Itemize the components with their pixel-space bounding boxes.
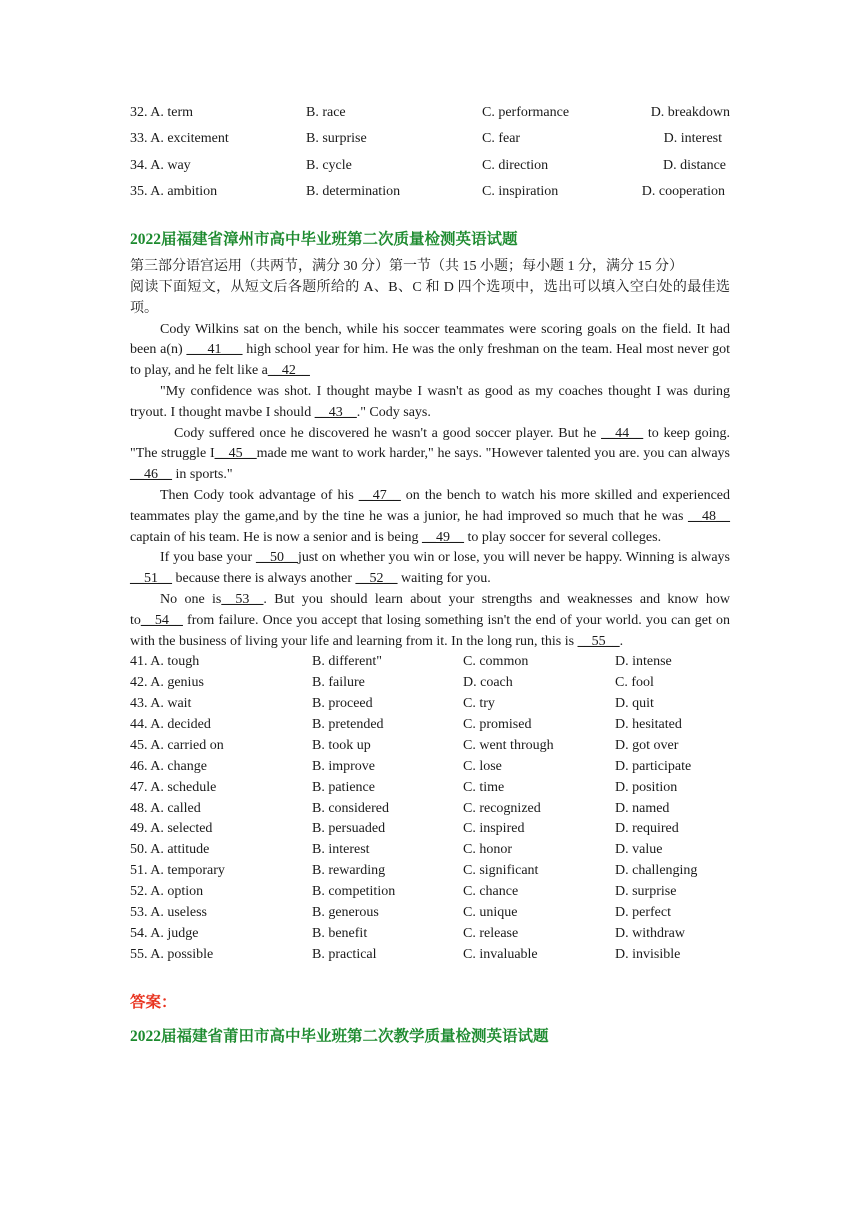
option-c: C. inspiration	[482, 183, 559, 199]
blank-50: __50__	[255, 550, 298, 566]
option-c: C. inspired	[463, 821, 525, 837]
option-d: D. distance	[663, 157, 726, 173]
option-b: B. interest	[312, 842, 370, 858]
option-b: B. surprise	[306, 131, 367, 147]
option-a: 41. A. tough	[130, 654, 200, 670]
option-row	[130, 153, 730, 179]
option-d: D. cooperation	[641, 183, 725, 199]
option-c: C. release	[463, 925, 519, 941]
option-a: 53. A. useless	[130, 905, 207, 921]
option-d: D. position	[615, 779, 678, 795]
passage-paragraph	[130, 590, 730, 652]
passage-paragraph	[130, 320, 730, 382]
answer-label: 答案：	[130, 993, 177, 1011]
option-row	[130, 100, 730, 126]
passage-text: . But you should learn about your strengths and weaknesses and know how to	[130, 591, 730, 628]
passage-text: ." Cody says.	[356, 404, 431, 420]
option-a: 51. A. temporary	[130, 863, 225, 879]
blank-44: __44__	[601, 425, 644, 441]
option-c: C. direction	[482, 157, 549, 173]
option-d: D. hesitated	[615, 717, 682, 732]
passage-text: to keep going. "The struggle I	[130, 425, 730, 462]
option-row	[130, 673, 730, 694]
passage-paragraph	[130, 548, 730, 590]
option-c: C. common	[463, 654, 529, 670]
option-a: 55. A. possible	[130, 946, 214, 962]
option-a: 46. A. change	[130, 758, 207, 774]
blank-52: __52__	[355, 571, 398, 587]
option-a: 49. A. selected	[130, 821, 213, 837]
option-b: B. patience	[312, 779, 375, 795]
passage-text: made me want to work harder," he says. "However talented you are. you can always	[256, 446, 730, 462]
option-d: D. got over	[615, 737, 679, 753]
passage-text: in sports."	[172, 467, 233, 483]
option-c: C. recognized	[463, 800, 541, 816]
option-d: D. surprise	[615, 884, 677, 900]
section-title: 2022届福建省漳州市高中毕业班第二次质量检测英语试题	[130, 231, 518, 249]
option-d: D. breakdown	[650, 105, 730, 120]
blank-41: ___41___	[186, 342, 243, 358]
previous-options	[130, 100, 730, 205]
option-d: D. interest	[663, 131, 722, 147]
option-c: D. coach	[463, 675, 513, 691]
option-row	[130, 715, 730, 736]
option-c: C. time	[463, 779, 505, 795]
passage-text: waiting for you.	[397, 571, 491, 587]
option-a: 34. A. way	[130, 157, 191, 173]
option-c: C. lose	[463, 758, 502, 774]
option-row	[130, 652, 730, 673]
option-row	[130, 126, 730, 152]
document-page	[130, 100, 730, 1048]
instructions-line-1: 第三部分语宫运用（共两节，满分 30 分）第一节（共 15 小题；每小题 1 分，满分 15 分）	[130, 259, 683, 275]
option-b: B. determination	[306, 183, 401, 199]
option-b: B. proceed	[312, 696, 373, 712]
option-c: C. chance	[463, 884, 519, 900]
option-a: 47. A. schedule	[130, 779, 217, 795]
blank-49: __49__	[421, 529, 464, 545]
passage-text: captain of his team. He is now a senior and is being	[130, 529, 422, 545]
option-d: D. required	[615, 821, 679, 837]
option-c: C. went through	[463, 737, 554, 753]
option-c: C. fear	[482, 131, 521, 147]
option-b: B. rewarding	[312, 863, 386, 879]
option-d: D. withdraw	[615, 925, 685, 941]
option-c: C. promised	[463, 717, 532, 732]
option-row	[130, 736, 730, 757]
option-d: D. value	[615, 842, 663, 858]
option-a: 42. A. genius	[130, 675, 204, 691]
option-b: B. pretended	[312, 717, 384, 732]
option-a: 48. A. called	[130, 800, 201, 816]
option-row	[130, 799, 730, 820]
option-d: C. fool	[615, 675, 654, 691]
option-b: B. different"	[312, 654, 382, 670]
option-c: C. try	[463, 696, 495, 712]
option-row	[130, 903, 730, 924]
option-row	[130, 861, 730, 882]
passage-text: Then Cody took advantage of his	[160, 487, 359, 503]
blank-48: __48__	[688, 508, 730, 524]
option-b: B. practical	[312, 946, 377, 962]
option-a: 54. A. judge	[130, 925, 199, 941]
option-b: B. generous	[312, 905, 379, 921]
option-b: B. considered	[312, 800, 389, 816]
option-b: B. improve	[312, 758, 375, 774]
option-row	[130, 840, 730, 861]
option-b: B. competition	[312, 884, 396, 900]
passage-text: "My confidence was shot. I thought maybe I wasn't as good as my coaches thought I was during tryout. I thought mavbe I should	[130, 383, 730, 420]
passage-text: to play soccer for several colleges.	[463, 529, 662, 545]
passage-text: Cody suffered once he discovered he wasn't a good soccer player. But he	[174, 425, 602, 441]
option-c: C. invaluable	[463, 946, 538, 962]
option-row	[130, 882, 730, 903]
blank-42: __42__	[267, 363, 310, 379]
option-d: D. intense	[615, 654, 672, 670]
option-c: C. honor	[463, 842, 512, 858]
option-d: D. invisible	[615, 946, 681, 962]
option-a: 33. A. excitement	[130, 131, 229, 147]
passage-text: high school year for him. He was the only freshman on the team. Heal most never got to play, and he felt like a	[130, 342, 730, 379]
passage-paragraph	[130, 486, 730, 548]
option-d: D. challenging	[615, 863, 698, 879]
option-d: D. named	[615, 800, 670, 816]
blank-47: __47__	[358, 487, 401, 503]
option-a: 45. A. carried on	[130, 737, 224, 753]
blank-53: __53__	[221, 591, 264, 607]
passage-text: If you base your	[160, 550, 256, 566]
option-b: B. persuaded	[312, 821, 386, 837]
passage-text: just on whether you win or lose, you will never be happy. Winning is always	[297, 550, 730, 566]
option-row	[130, 924, 730, 945]
blank-46: __46__	[130, 467, 172, 483]
option-row	[130, 778, 730, 799]
option-row	[130, 945, 730, 966]
option-b: B. race	[306, 105, 346, 120]
passage-paragraph	[130, 382, 730, 424]
option-a: 52. A. option	[130, 884, 204, 900]
option-row	[130, 179, 730, 205]
option-a: 50. A. attitude	[130, 842, 210, 858]
instructions	[130, 257, 730, 319]
option-row	[130, 819, 730, 840]
blank-43: __43__	[314, 404, 357, 420]
option-c: C. performance	[482, 105, 570, 120]
blank-55: __55__	[577, 633, 620, 649]
option-a: 35. A. ambition	[130, 183, 218, 199]
passage-text: Cody Wilkins sat on the bench, while his soccer teammates were scoring goals on the field. It had been a(n)	[130, 321, 730, 358]
instructions-line-2: 阅读下面短文，从短文后各题所给的 A、B、C 和 D 四个选项中，选出可以填入空白处的最佳选项。	[130, 279, 730, 316]
option-row	[130, 694, 730, 715]
option-d: D. perfect	[615, 905, 671, 921]
passage-text: .	[619, 633, 624, 649]
option-b: B. failure	[312, 675, 365, 691]
option-d: D. quit	[615, 696, 654, 712]
blank-45: __45__	[214, 446, 257, 462]
option-b: B. took up	[312, 737, 371, 753]
blank-51: __51__	[130, 571, 172, 587]
next-section-title: 2022届福建省莆田市高中毕业班第二次教学质量检测英语试题	[130, 1027, 549, 1045]
option-a: 44. A. decided	[130, 717, 211, 732]
option-b: B. cycle	[306, 157, 352, 173]
blank-54: __54__	[140, 612, 183, 628]
option-row	[130, 757, 730, 778]
option-b: B. benefit	[312, 925, 368, 941]
passage-text: No one is	[160, 591, 222, 607]
option-a: 32. A. term	[130, 105, 193, 120]
passage-paragraph	[130, 424, 730, 486]
passage-text: because there is always another	[172, 571, 356, 587]
option-a: 43. A. wait	[130, 696, 192, 712]
option-c: C. unique	[463, 905, 518, 921]
passage-text: on the bench to watch his more skilled and experienced teammates play the game,and by the tine he was a junior, he had improved so much that he was	[130, 487, 730, 524]
passage-text: from failure. Once you accept that losing something isn't the end of your world. you can get on with the business of living your life and learning from it. In the long run, this is	[130, 612, 730, 649]
option-d: D. participate	[615, 758, 692, 774]
options-list	[130, 652, 730, 965]
option-c: C. significant	[463, 863, 539, 879]
